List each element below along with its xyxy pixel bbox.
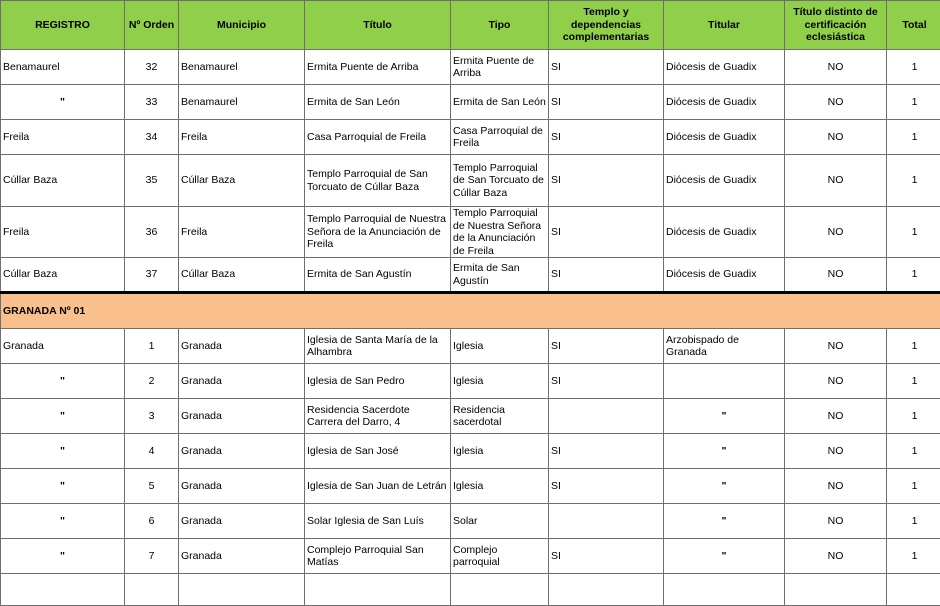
cell-templo: SI [549, 85, 664, 120]
cell-tipo: Residencia sacerdotal [451, 399, 549, 434]
section-header-row [1, 293, 940, 329]
cell-titulo-distinto: NO [785, 364, 887, 399]
cell-titulo: Solar Iglesia de San Luís [305, 504, 451, 539]
cell-titulo-distinto: NO [785, 155, 887, 207]
cell-titulo: Iglesia de Santa María de la Alhambra [305, 329, 451, 364]
cell-municipio: Granada [179, 469, 305, 504]
cell-titular: Diócesis de Guadix [664, 207, 785, 258]
cell-municipio: Granada [179, 539, 305, 574]
cell-registro: " [1, 399, 125, 434]
cell-titular: " [664, 434, 785, 469]
cell-total: 1 [887, 50, 940, 85]
cell-templo: SI [549, 120, 664, 155]
cell-titulo: Iglesia de San Pedro [305, 364, 451, 399]
table-row [1, 469, 940, 504]
cell-tipo: Templo Parroquial de San Torcuato de Cúllar Baza [451, 155, 549, 207]
cell-templo: SI [549, 207, 664, 258]
cell-registro: Granada [1, 329, 125, 364]
cell-titulo-distinto: NO [785, 120, 887, 155]
cell-titulo-distinto: NO [785, 504, 887, 539]
cell-registro: " [1, 434, 125, 469]
cell-registro: " [1, 85, 125, 120]
cell-templo: SI [549, 469, 664, 504]
cell-total: 1 [887, 329, 940, 364]
cell-orden: 36 [125, 207, 179, 258]
cell-total: 1 [887, 539, 940, 574]
cell-templo: SI [549, 258, 664, 293]
cell-registro: " [1, 504, 125, 539]
cell-tipo: Solar [451, 504, 549, 539]
cell-titulo: Residencia Sacerdote Carrera del Darro, 4 [305, 399, 451, 434]
cell-titular: " [664, 399, 785, 434]
cell-orden: 2 [125, 364, 179, 399]
cell-tipo: Iglesia [451, 469, 549, 504]
cell-titulo: Iglesia de San José [305, 434, 451, 469]
cell-registro: " [1, 539, 125, 574]
cell-municipio: Granada [179, 364, 305, 399]
cell-titulo-distinto: NO [785, 50, 887, 85]
cell-registro: " [1, 364, 125, 399]
cell-titulo: Casa Parroquial de Freila [305, 120, 451, 155]
cell-titular: Diócesis de Guadix [664, 258, 785, 293]
cell-orden: 3 [125, 399, 179, 434]
table-row-partial [1, 574, 940, 606]
cell-titular: Diócesis de Guadix [664, 50, 785, 85]
cell-titulo-distinto: NO [785, 258, 887, 293]
cell-templo: SI [549, 50, 664, 85]
cell-total: 1 [887, 85, 940, 120]
cell-titulo: Iglesia de San Juan de Letrán [305, 469, 451, 504]
cell-municipio: Cúllar Baza [179, 155, 305, 207]
cell-registro: Freila [1, 207, 125, 258]
cell-titulo-distinto: NO [785, 399, 887, 434]
cell-total: 1 [887, 207, 940, 258]
header-registro: REGISTRO [1, 1, 125, 50]
cell-registro: Cúllar Baza [1, 258, 125, 293]
cell-municipio: Benamaurel [179, 50, 305, 85]
table-row [1, 539, 940, 574]
header-templo: Templo y dependencias complementarias [549, 1, 664, 50]
cell-municipio: Granada [179, 399, 305, 434]
cell-tipo: Iglesia [451, 434, 549, 469]
cell-total: 1 [887, 155, 940, 207]
cell-tipo: Ermita Puente de Arriba [451, 50, 549, 85]
table-row [1, 85, 940, 120]
section-label: GRANADA Nº 01 [1, 293, 940, 329]
cell-orden: 35 [125, 155, 179, 207]
cell-templo: SI [549, 539, 664, 574]
cell-orden: 1 [125, 329, 179, 364]
cell-total: 1 [887, 399, 940, 434]
cell-orden: 37 [125, 258, 179, 293]
cell-total: 1 [887, 258, 940, 293]
cell-templo: SI [549, 434, 664, 469]
header-tipo: Tipo [451, 1, 549, 50]
cell-titular [664, 364, 785, 399]
cell-titulo: Complejo Parroquial San Matías [305, 539, 451, 574]
cell-templo [549, 504, 664, 539]
cell-municipio: Benamaurel [179, 85, 305, 120]
cell-total: 1 [887, 434, 940, 469]
table-row [1, 258, 940, 293]
table-row [1, 155, 940, 207]
cell-titular: Diócesis de Guadix [664, 120, 785, 155]
cell-titulo-distinto: NO [785, 539, 887, 574]
cell-municipio: Freila [179, 120, 305, 155]
cell-registro: " [1, 469, 125, 504]
table-row [1, 207, 940, 258]
cell-tipo: Casa Parroquial de Freila [451, 120, 549, 155]
cell-tipo: Iglesia [451, 364, 549, 399]
cell-orden: 33 [125, 85, 179, 120]
header-municipio: Municipio [179, 1, 305, 50]
table-row [1, 50, 940, 85]
header-titular: Titular [664, 1, 785, 50]
cell-registro: Freila [1, 120, 125, 155]
cell-titular: Diócesis de Guadix [664, 155, 785, 207]
table-row [1, 399, 940, 434]
cell-tipo: Ermita de San Agustín [451, 258, 549, 293]
cell-titulo: Ermita de San León [305, 85, 451, 120]
cell-orden: 4 [125, 434, 179, 469]
cell-municipio: Granada [179, 504, 305, 539]
cell-registro: Cúllar Baza [1, 155, 125, 207]
cell-titular: " [664, 539, 785, 574]
header-titulo: Título [305, 1, 451, 50]
cell-templo: SI [549, 364, 664, 399]
cell-orden: 7 [125, 539, 179, 574]
cell-templo [549, 399, 664, 434]
table-row [1, 329, 940, 364]
cell-templo: SI [549, 329, 664, 364]
cell-orden: 34 [125, 120, 179, 155]
cell-titular: Diócesis de Guadix [664, 85, 785, 120]
table-row [1, 504, 940, 539]
table-row [1, 364, 940, 399]
cell-titulo-distinto: NO [785, 85, 887, 120]
cell-titular: Arzobispado de Granada [664, 329, 785, 364]
cell-total: 1 [887, 504, 940, 539]
cell-titulo: Templo Parroquial de San Torcuato de Cúllar Baza [305, 155, 451, 207]
cell-tipo: Ermita de San León [451, 85, 549, 120]
cell-municipio: Granada [179, 434, 305, 469]
cell-tipo: Iglesia [451, 329, 549, 364]
cell-titulo: Ermita Puente de Arriba [305, 50, 451, 85]
header-total: Total [887, 1, 940, 50]
cell-orden: 5 [125, 469, 179, 504]
cell-tipo: Complejo parroquial [451, 539, 549, 574]
table-row [1, 120, 940, 155]
header-orden: Nº Orden [125, 1, 179, 50]
cell-total: 1 [887, 364, 940, 399]
cell-titulo-distinto: NO [785, 434, 887, 469]
cell-municipio: Freila [179, 207, 305, 258]
cell-municipio: Cúllar Baza [179, 258, 305, 293]
table-row [1, 434, 940, 469]
header-row [1, 1, 940, 50]
cell-total: 1 [887, 469, 940, 504]
cell-orden: 6 [125, 504, 179, 539]
cell-tipo: Templo Parroquial de Nuestra Señora de la Anunciación de Freila [451, 207, 549, 258]
cell-orden: 32 [125, 50, 179, 85]
cell-titulo: Templo Parroquial de Nuestra Señora de la Anunciación de Freila [305, 207, 451, 258]
cell-total: 1 [887, 120, 940, 155]
cell-municipio: Granada [179, 329, 305, 364]
cell-registro: Benamaurel [1, 50, 125, 85]
cell-titular: " [664, 469, 785, 504]
cell-titulo-distinto: NO [785, 469, 887, 504]
cell-templo: SI [549, 155, 664, 207]
cell-titular: " [664, 504, 785, 539]
header-titulo-distinto: Título distinto de certificación eclesiástica [785, 1, 887, 50]
cell-titulo-distinto: NO [785, 329, 887, 364]
cell-titulo-distinto: NO [785, 207, 887, 258]
cell-titulo: Ermita de San Agustín [305, 258, 451, 293]
